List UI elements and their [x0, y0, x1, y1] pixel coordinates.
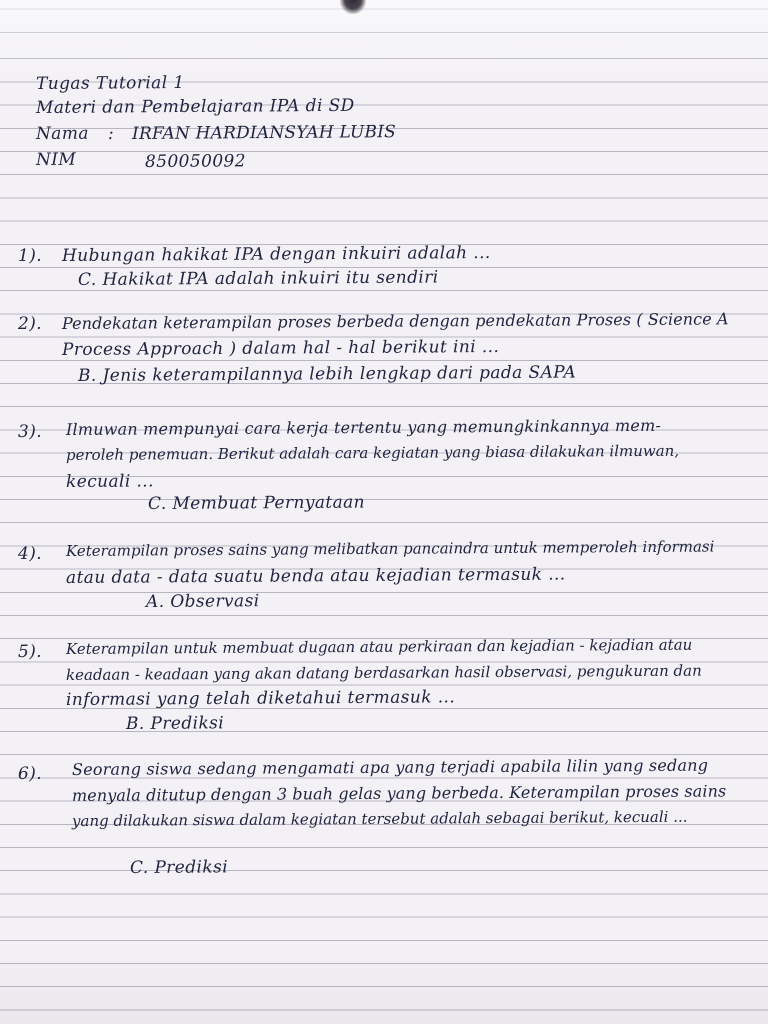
assignment-title: Tugas Tutorial 1 [35, 72, 185, 94]
answer-text: B. Prediksi [125, 713, 225, 734]
question-line: Ilmuwan mempunyai cara kerja tertentu yang memungkinkannya mem- [65, 415, 662, 439]
nim-value: 850050092 [144, 151, 247, 172]
answer-text: C. Membuat Pernyataan [147, 492, 366, 514]
answer-text: C. Hakikat IPA adalah inkuiri itu sendiri [77, 267, 439, 290]
student-name: IRFAN HARDIANSYAH LUBIS [131, 122, 397, 144]
question-line: yang dilakukan siswa dalam kegiatan tersebut adalah sebagai berikut, kecuali ... [71, 807, 688, 830]
question-line: kecuali ... [65, 471, 154, 492]
nim-label: NIM [35, 149, 77, 170]
answer-text: B. Jenis keterampilannya lebih lengkap dari pada SAPA [77, 362, 577, 386]
answer-text: C. Prediksi [129, 857, 229, 878]
question-number: 2). [17, 313, 43, 334]
question-number: 6). [17, 763, 43, 784]
question-line: Process Approach ) dalam hal - hal berikut ini ... [61, 336, 500, 360]
question-line: informasi yang telah diketahui termasuk ... [65, 687, 456, 710]
question-number: 1). [17, 245, 43, 266]
course-name: Materi dan Pembelajaran IPA di SD [35, 95, 355, 118]
question-line: Seorang siswa sedang mengamati apa yang terjadi apabila lilin yang sedang [71, 755, 709, 779]
question-line: Pendekatan keterampilan proses berbeda dengan pendekatan Proses ( Science A [61, 309, 729, 333]
question-number: 4). [17, 543, 43, 564]
question-line: Keterampilan proses sains yang melibatkan pancaindra untuk memperoleh informasi [65, 537, 715, 560]
question-line: peroleh penemuan. Berikut adalah cara kegiatan yang biasa dilakukan ilmuwan, [65, 441, 680, 464]
question-line: keadaan - keadaan yang akan datang berdasarkan hasil observasi, pengukuran dan [65, 661, 702, 684]
question-line: Keterampilan untuk membuat dugaan atau perkiraan dan kejadian - kejadian atau [65, 635, 693, 658]
question-number: 5). [17, 641, 43, 662]
question-line: menyala ditutup dengan 3 buah gelas yang berbeda. Keterampilan proses sains [71, 781, 727, 805]
question-number: 3). [17, 421, 43, 442]
name-label: Nama [35, 123, 89, 144]
name-separator: : [107, 123, 115, 144]
question-line: atau data - data suatu benda atau kejadian termasuk ... [65, 564, 566, 588]
answer-text: A. Observasi [145, 591, 260, 612]
binder-hole [340, 0, 366, 14]
question-line: Hubungan hakikat IPA dengan inkuiri adalah ... [61, 243, 491, 266]
